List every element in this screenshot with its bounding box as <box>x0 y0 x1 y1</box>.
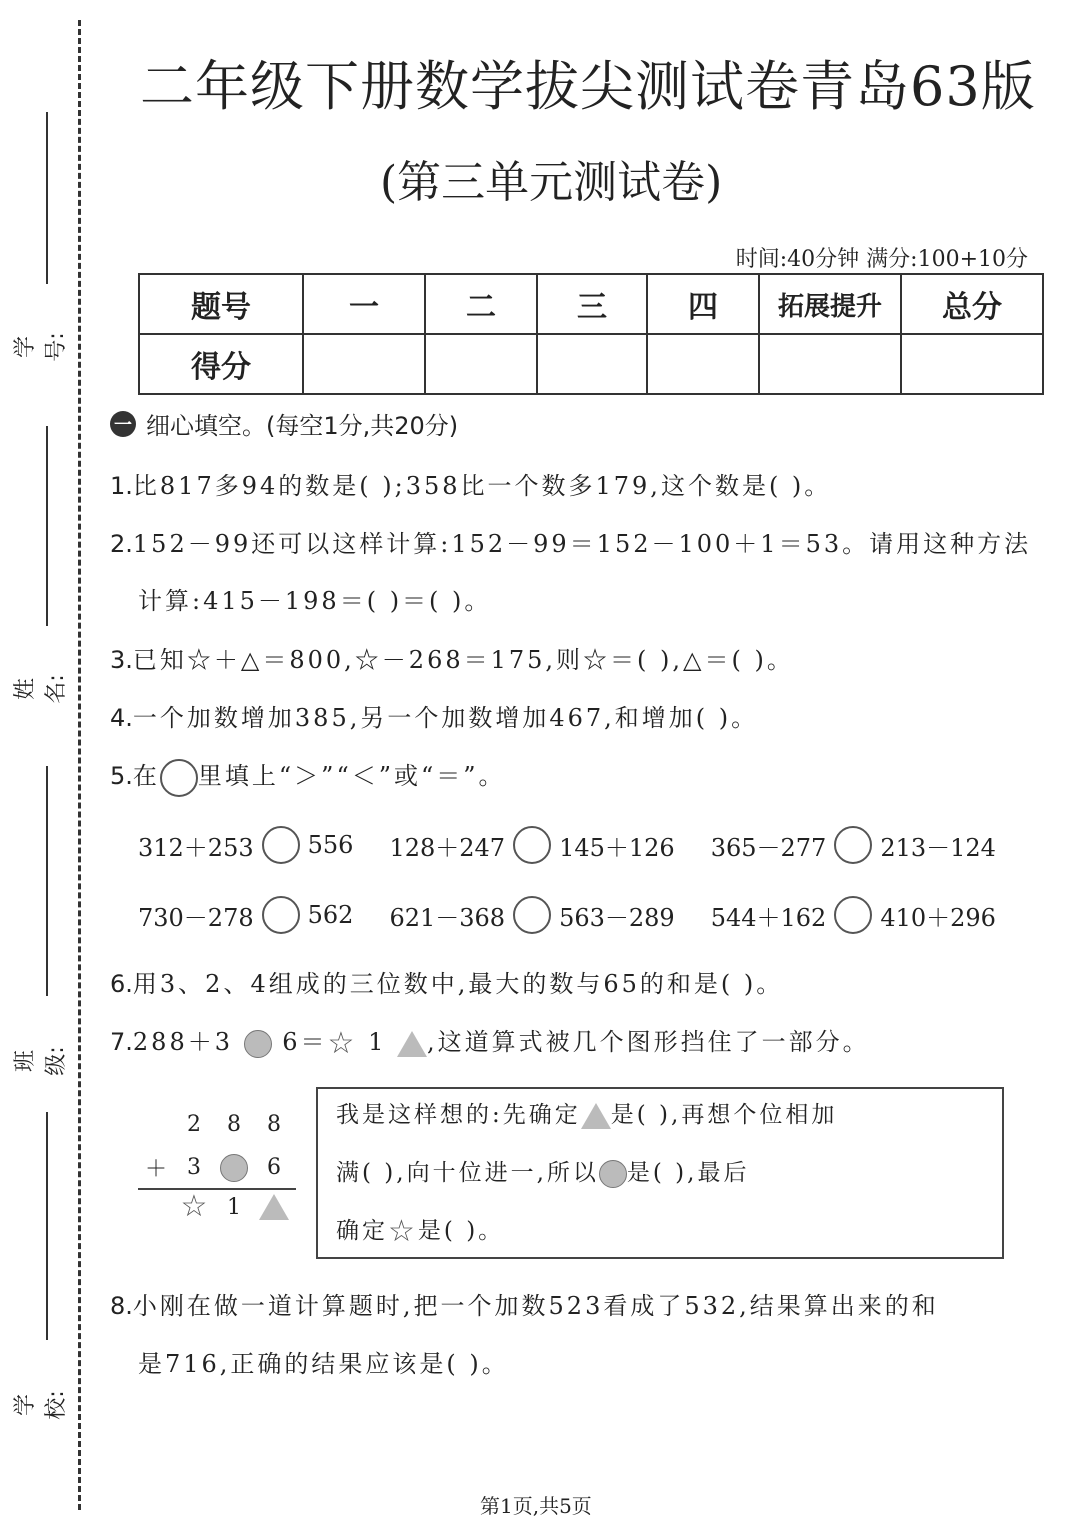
question-text-pre: 在 <box>132 762 160 790</box>
answer-circle[interactable] <box>834 826 872 864</box>
page-subtitle: (第三单元测试卷) <box>380 157 723 208</box>
question-number: 3. <box>110 646 133 674</box>
score-header-cell: 三 <box>537 274 647 334</box>
score-header-cell: 总分 <box>901 274 1043 334</box>
score-header-cell: 拓展提升 <box>759 274 901 334</box>
comparison-row <box>138 896 1032 934</box>
score-input-cell[interactable] <box>537 334 647 394</box>
question-number: 2. <box>110 530 133 558</box>
star-shape-icon: ☆ <box>180 1189 208 1224</box>
calc-digit: 1 <box>227 1194 241 1220</box>
score-header-cell: 题号 <box>139 274 303 334</box>
star-shape-icon: ☆ <box>327 1025 358 1061</box>
student-no-rule <box>46 112 48 284</box>
score-input-cell[interactable] <box>303 334 425 394</box>
comparison-item <box>138 826 353 864</box>
page-footer: 第1页,共5页 <box>480 1494 592 1518</box>
question-text: 288＋3 <box>132 1028 233 1056</box>
question-5 <box>110 756 506 797</box>
question-number: 8. <box>110 1292 133 1320</box>
comparison-item <box>389 826 674 864</box>
circle-shape-icon <box>220 1154 248 1182</box>
comparison-left: 621－368 <box>389 903 506 932</box>
comparison-item <box>138 896 353 934</box>
question-text: 一个加数增加385,另一个加数增加467,和增加( )。 <box>132 704 759 732</box>
thinking-line-2 <box>336 1154 749 1188</box>
thinking-text: 确定 <box>336 1218 388 1244</box>
score-table-score-row <box>139 334 1043 394</box>
score-input-cell[interactable] <box>425 334 537 394</box>
comparison-left: 312＋253 <box>138 833 254 862</box>
question-2 <box>110 524 1031 559</box>
comparison-right: 213－124 <box>880 833 996 862</box>
calc-digit: 8 <box>227 1112 241 1137</box>
score-header-cell: 一 <box>303 274 425 334</box>
calc-digit-hidden <box>214 1154 254 1182</box>
comparison-right: 145＋126 <box>559 833 675 862</box>
star-shape-icon: ☆ <box>388 1214 418 1249</box>
question-text: 比817多94的数是( );358比一个数多179,这个数是( )。 <box>132 472 832 500</box>
section-title: 细心填空。(每空1分,共20分) <box>146 412 459 440</box>
name-rule <box>46 426 48 626</box>
student-no-label: 学号: <box>13 332 69 362</box>
thinking-text: 是( )。 <box>417 1218 505 1244</box>
thinking-text: 是( ),再想个位相加 <box>610 1102 838 1128</box>
question-number: 4. <box>110 704 133 732</box>
score-input-cell[interactable] <box>647 334 759 394</box>
comparison-left: 544＋162 <box>710 903 827 932</box>
thinking-text: 是( ),最后 <box>626 1160 750 1186</box>
thinking-line-3 <box>336 1212 504 1247</box>
circle-shape-icon <box>244 1030 272 1058</box>
thinking-text: 我是这样想的:先确定 <box>336 1102 581 1128</box>
comparison-left: 365－277 <box>710 833 827 862</box>
question-7 <box>110 1022 870 1059</box>
question-text: 用3、2、4组成的三位数中,最大的数与65的和是( )。 <box>132 970 784 998</box>
score-input-cell[interactable] <box>901 334 1043 394</box>
question-number: 6. <box>110 970 133 998</box>
score-table-header-row <box>139 274 1043 334</box>
calc-digit: 8 <box>267 1112 281 1137</box>
question-8 <box>110 1286 939 1321</box>
calc-digit: 3 <box>187 1155 201 1180</box>
score-row-label: 得分 <box>139 334 303 394</box>
calc-digit: 2 <box>187 1112 201 1137</box>
school-label: 学校: <box>13 1390 69 1420</box>
calc-digit-hidden <box>254 1194 294 1220</box>
comparison-left: 730－278 <box>138 903 254 932</box>
school-rule <box>46 1112 48 1340</box>
question-text: 152－99还可以这样计算:152－99＝152－100＋1＝53。请用这种方法 <box>132 530 1032 558</box>
question-number: 1. <box>110 472 133 500</box>
question-1 <box>110 466 831 501</box>
question-text: 小刚在做一道计算题时,把一个加数523看成了532,结果算出来的和 <box>132 1292 939 1320</box>
question-text: ,这道算式被几个图形挡住了一部分。 <box>427 1028 870 1056</box>
comparison-item <box>711 896 996 934</box>
calc-row-2 <box>138 1152 294 1183</box>
question-2-line-2: 计算:415－198＝( )＝( )。 <box>138 587 492 615</box>
thinking-line-1 <box>336 1096 837 1129</box>
comparison-right: 556 <box>307 831 354 859</box>
question-text: 已知☆＋△＝800,☆－268＝175,则☆＝( ),△＝( )。 <box>132 646 794 674</box>
triangle-shape-icon <box>259 1194 289 1220</box>
score-input-cell[interactable] <box>759 334 901 394</box>
triangle-shape-icon <box>581 1103 611 1129</box>
blank-circle-icon <box>160 759 198 797</box>
calc-row-3 <box>174 1189 294 1224</box>
question-6 <box>110 964 783 999</box>
page-title: 二年级下册数学拔尖测试卷青岛63版 <box>140 55 1036 118</box>
comparison-left: 128＋247 <box>389 833 506 862</box>
plus-sign: ＋ <box>144 1157 167 1182</box>
score-table <box>138 273 1044 395</box>
question-number: 5. <box>110 762 133 790</box>
class-label: 班级: <box>13 1046 69 1076</box>
answer-circle[interactable] <box>834 896 872 934</box>
comparison-right: 563－289 <box>559 903 675 932</box>
comparison-right: 562 <box>307 901 354 929</box>
question-number: 7. <box>110 1028 133 1056</box>
thinking-text: 满( ),向十位进一,所以 <box>336 1160 599 1186</box>
calc-digit-hidden <box>174 1189 214 1224</box>
comparison-row <box>138 826 1032 864</box>
calc-rule <box>138 1188 296 1190</box>
answer-circle[interactable] <box>262 896 300 934</box>
comparison-item <box>711 826 996 864</box>
section-number-badge: 一 <box>110 411 136 437</box>
answer-circle[interactable] <box>513 896 551 934</box>
question-text: 6＝ <box>282 1028 328 1056</box>
question-text-post: 里填上“＞”“＜”或“＝”。 <box>197 762 506 790</box>
comparison-right: 410＋296 <box>880 903 996 932</box>
question-8-line-2: 是716,正确的结果应该是( )。 <box>138 1350 509 1378</box>
name-label: 姓名: <box>13 674 69 704</box>
score-header-cell: 二 <box>425 274 537 334</box>
exam-meta: 时间:40分钟 满分:100+10分 <box>735 247 1028 272</box>
section-heading <box>110 406 458 441</box>
score-header-cell: 四 <box>647 274 759 334</box>
vertical-calculation <box>138 1112 298 1232</box>
question-3 <box>110 640 794 675</box>
binding-dashed-line <box>78 20 81 1510</box>
question-4 <box>110 698 758 733</box>
question-text: 1 <box>368 1028 387 1056</box>
calc-row-1 <box>174 1112 294 1137</box>
triangle-shape-icon <box>397 1031 427 1057</box>
answer-circle[interactable] <box>262 826 300 864</box>
class-rule <box>46 766 48 996</box>
answer-circle[interactable] <box>513 826 551 864</box>
comparison-item <box>389 896 674 934</box>
circle-shape-icon <box>599 1160 627 1188</box>
calc-digit: 6 <box>267 1155 281 1180</box>
